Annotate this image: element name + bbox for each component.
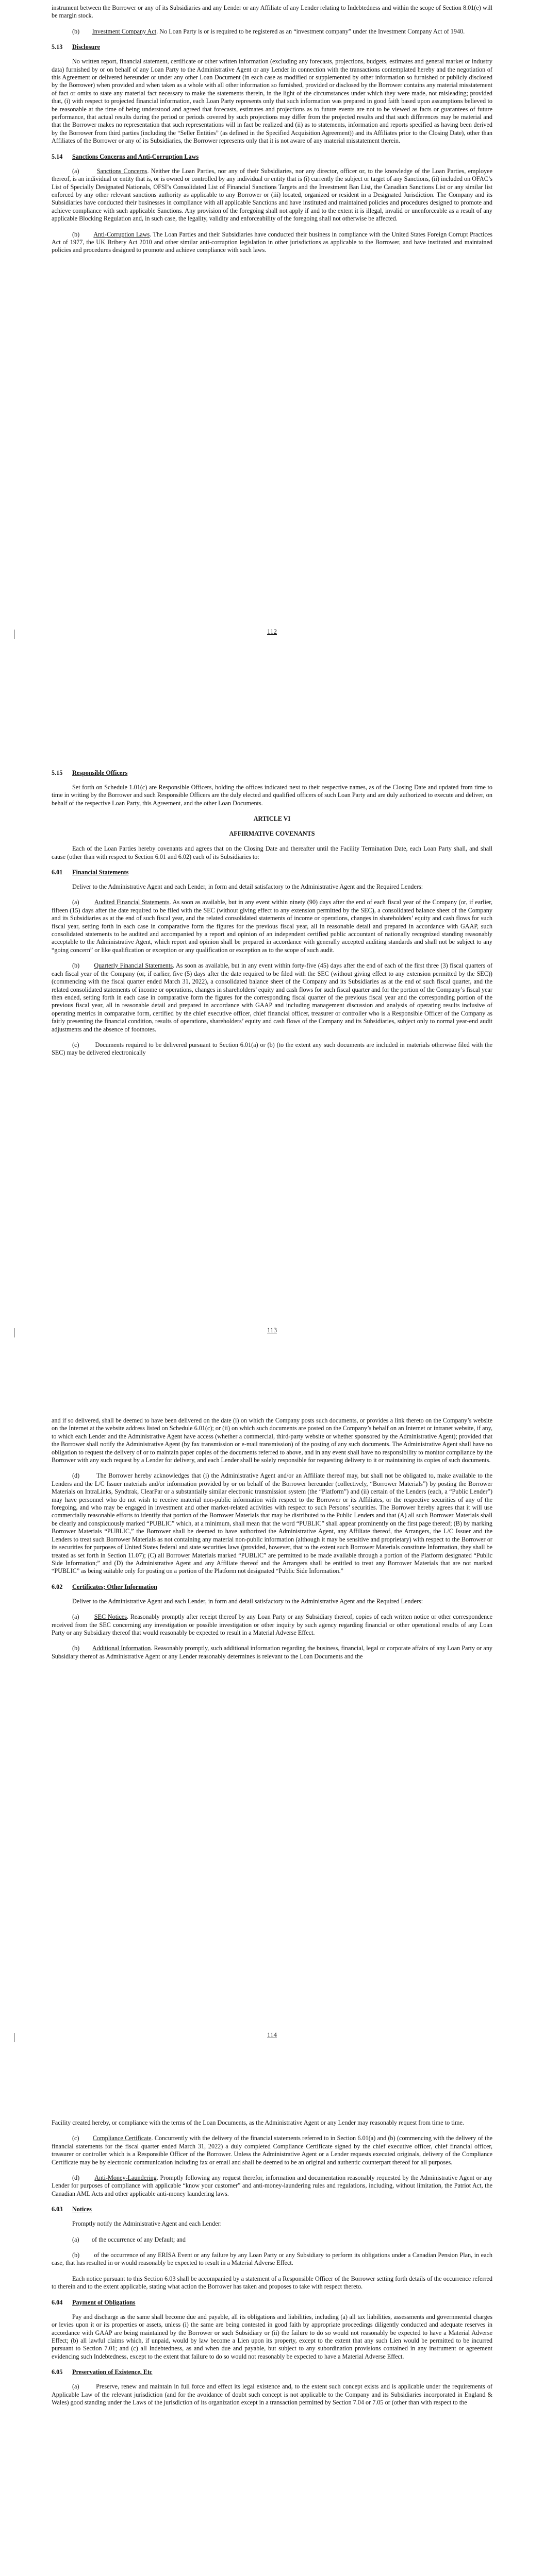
paragraph-compliance-certificate: (c) Compliance Certificate. Concurrently with the delivery of the financial statements referred to in Section 6.01(a) and (b) (commencing with the delivery of the financial statements for the fiscal quarter ended March 31, 2022) a duly completed Compliance Certificate signed by the chief executive officer, chief financial officer, treasurer or controller which is a Responsible Officer of the Borrower. Unless the Administrative Agent or a Lender requests executed originals, delivery of the Compliance Certificate may be by electronic communication including fax or email and shall be deemed to be an original and authentic counterpart thereof for all purposes. bbox=[52, 2134, 492, 2166]
page-number: 113 bbox=[267, 1326, 277, 1334]
section-heading-5-14: 5.14 Sanctions Concerns and Anti-Corruption Laws bbox=[52, 152, 199, 160]
paragraph-notice-erisa: (b) of the occurrence of any ERISA Event or any failure by any Loan Party or any Subsidiary to perform its obligations under a Canadian Pension Plan, in each case, that has resulted in or would reasonably be expected to result in a Material Adverse Effect. bbox=[52, 2251, 493, 2267]
page-content bbox=[52, 2119, 492, 2414]
paragraph: Facility created hereby, or compliance with the terms of the Loan Documents, as the Administrative Agent or any Lender may reasonably request from time to time. bbox=[52, 2119, 464, 2126]
section-heading-6-02: 6.02 Certificates; Other Information bbox=[52, 1583, 157, 1590]
page-content bbox=[52, 4, 492, 262]
page-115 bbox=[0, 2110, 544, 2576]
article-number: ARTICLE VI bbox=[253, 815, 291, 823]
section-heading-5-15: 5.15 Responsible Officers bbox=[52, 769, 128, 776]
section-heading-6-04: 6.04 Payment of Obligations bbox=[52, 2298, 136, 2306]
paragraph-documents: (c) Documents required to be delivered pursuant to Section 6.01(a) or (b) (to the extent any such documents are included in materials otherwise filed with the SEC) may be delivered electronically bbox=[52, 1041, 493, 1057]
subsection-title: Investment Company Act bbox=[92, 27, 157, 35]
paragraph-borrower-materials: (d) The Borrower hereby acknowledges that (i) the Administrative Agent and/or an Affiliate thereof may, but shall not be obligated to, make available to the Lenders and the L/C Issuer materials and/or information provided by or on behalf of the Borrower hereunder (collectively, “Borrower Materials”) by posting the Borrower Materials on IntraLinks, Syndtrak, ClearPar or a substantially similar electronic transmission system (the “Platform”) and (ii) certain of the Lenders (each, a “Public Lender”) may have personnel who do not wish to receive material non-public information with respect to the Borrower or its Affiliates, or the respective securities of any of the foregoing, and who may be engaged in investment and other market-related activities with respect to such Persons’ securities. The Borrower hereby agrees that it will use commercially reasonable efforts to identify that portion of the Borrower Materials that may be distributed to the Public Lenders and that (A) all such Borrower Materials shall be clearly and conspicuously marked “PUBLIC” which, at a minimum, shall mean that the word “PUBLIC” shall appear prominently on the first page thereof; (B) by marking Borrower Materials “PUBLIC,” the Borrower shall be deemed to have authorized the Administrative Agent, any Affiliate thereof, the Arrangers, the L/C Issuer and the Lenders to treat such Borrower Materials as not containing any material non-public information (although it may be sensitive and proprietary) with respect to the Borrower or its securities for purposes of United States federal and state securities laws (provided, however, that to the extent such Borrower Materials constitute Information, they shall be treated as set forth in Section 11.07); (C) all Borrower Materials marked “PUBLIC” are permitted to be made available through a portion of the Platform designated “Public Side Information;” and (D) the Administrative Agent and any Affiliate thereof and the Arrangers shall be entitled to treat any Borrower Materials that are not marked “PUBLIC” as being suitable only for posting on a portion of the Platform not designated “Public Side Information.” bbox=[52, 1472, 493, 1575]
section-heading-6-01: 6.01 Financial Statements bbox=[52, 869, 129, 876]
subsection-title: Anti-Money-Laundering bbox=[94, 2174, 157, 2182]
paragraph-additional-information: (b) Additional Information. Reasonably promptly, such additional information regarding the business, financial, legal or corporate affairs of any Loan Party or any Subsidiary thereof as Administrative Agent or any Lender reasonably determines is relevant to the Loan Documents and the bbox=[52, 1645, 493, 1660]
subsection-title: Additional Information bbox=[92, 1645, 151, 1652]
page-number: 114 bbox=[267, 2031, 277, 2039]
paragraph: Each notice pursuant to this Section 6.03 shall be accompanied by a statement of a Responsible Officer of the Borrower setting forth details of the occurrence referred to therein and to the extent applicable, stating what action the Borrower has taken and proposes to take with respect thereto. bbox=[52, 2275, 492, 2291]
paragraph-sanctions: (a) Sanctions Concerns. Neither the Loan Parties, nor any of their Subsidiaries, nor any director, officer or, to the knowledge of the Loan Parties, employee thereof, is an individual or entity that is, or is owned or controlled by any individual or entity that is (i) currently the subject or target of any Sanctions, (ii) included on OFAC’s List of Specially Designated Nationals, OFSI’s Consolidated List of Financial Sanctions Targets and the Investment Ban List, the Canadian Sanctions List or any similar list enforced by any other relevant sanctions authority as applicable to any Borrower or (iii) located, organized or resident in a Designated Jurisdiction. The Company and its Subsidiaries have conducted their businesses in compliance with all applicable Sanctions and have instituted and maintained policies and procedures designed to promote and achieve compliance with such applicable Sanctions. Any provision of the foregoing shall not apply if and to the extent it is illegal, invalid or unenforceable as a result of any applicable Blocking Regulation and, in such case, the legality, validity and enforceability of the foregoing shall not otherwise be affected. bbox=[52, 167, 492, 223]
page-content bbox=[52, 1417, 492, 1668]
paragraph-anti-money-laundering: (d) Anti-Money-Laundering. Promptly following any request therefor, information and documentation reasonably requested by the Administrative Agent or any Lender for purposes of compliance with applicable “know your customer” and anti-money-laundering rules and regulations, including, without limitation, the Patriot Act, the Canadian AML Acts and other applicable anti-money laundering laws. bbox=[52, 2174, 492, 2197]
page-112 bbox=[0, 0, 544, 703]
paragraph-audited-statements: (a) Audited Financial Statements. As soon as available, but in any event within ninety (90) days after the end of each fiscal year of the Company (or, if earlier, fifteen (15) days after the date required to be filed with the SEC (without giving effect to any extension permitted by the SEC), a consolidated balance sheet of the Company and its Subsidiaries as at the end of such fiscal year, and the related consolidated statements of income or operations, changes in shareholders’ equity and cash flows for such fiscal year, setting forth in each case in comparative form the figures for the previous fiscal year, all in reasonable detail and prepared in accordance with GAAP, such consolidated statements to be audited and accompanied by a report and opinion of an independent certified public accountant of nationally recognized standing reasonably acceptable to the Administrative Agent, which report and opinion shall be prepared in accordance with generally accepted auditing standards and shall not be subject to any “going concern” or like qualification or exception or any qualification or exception as to the scope of such audit. bbox=[52, 899, 492, 954]
paragraph-intro: Each of the Loan Parties hereby covenants and agrees that on the Closing Date and thereafter until the Facility Termination Date, each Loan Party shall, and shall cause (other than with respect to Section 6.01 and 6.02) each of its Subsidiaries to: bbox=[52, 845, 492, 860]
page-content bbox=[52, 769, 492, 1065]
paragraph: Deliver to the Administrative Agent and each Lender, in form and detail satisfactory to the Administrative Agent and the Required Lenders: bbox=[72, 1597, 423, 1605]
page-number: 112 bbox=[267, 628, 277, 635]
subsection-title: Sanctions Concerns bbox=[96, 167, 147, 175]
paragraph: and if so delivered, shall be deemed to have been delivered on the date (i) on which the Company posts such documents, or provides a link thereto on the Company’s website on the Internet at the website address listed on Schedule 6.01(c); or (ii) on which such documents are posted on the Company’s behalf on an Internet or intranet website, if any, to which each Lender and the Administrative Agent have access (whether a commercial, third-party website or whether sponsored by the Administrative Agent); provided that the Borrower shall notify the Administrative Agent (by fax transmission or e-mail transmission) of the posting of any such documents. The Administrative Agent shall have no obligation to request the delivery of or to maintain paper copies of the documents referred to above, and in any event shall have no responsibility to monitor compliance by the Borrower with any such request by a Lender for delivery, and each Lender shall be solely responsible for requesting delivery to it or maintaining its copies of such documents. bbox=[52, 1417, 492, 1464]
paragraph-investment-company-act: (b) Investment Company Act. No Loan Party is or is required to be registered as an “investment company” under the Investment Company Act of 1940. bbox=[72, 27, 465, 35]
paragraph-notice-default: (a) of the occurrence of any Default; and bbox=[72, 2235, 186, 2243]
subsection-title: Anti-Corruption Laws bbox=[93, 230, 150, 238]
paragraph-disclosure: No written report, financial statement, certificate or other written information (excluding any forecasts, projections, budgets, estimates and general market or industry data) furnished by or on behalf of any Loan Party to the Administrative Agent or any Lender in connection with the transactions contemplated hereby and the negotiation of this Agreement or delivered hereunder or under any other Loan Document (in each case as modified or supplemented by other information so furnished or publicly disclosed by the Borrower) when provided and when taken as a whole with all other information so furnished, provided or disclosed by the Borrower contains any material misstatement of fact or omits to state any material fact necessary to make the statements therein, in the light of the circumstances under which they were made, not misleading; provided that, (i) with respect to projected financial information, each Loan Party represents only that such information was prepared in good faith based upon assumptions believed to be reasonable at the time of being understood and agreed that forecasts, estimates and projections as to future events are not to be viewed as facts or guarantees of future performance, that actual results during the period or periods covered by such projections may differ from the projected results and that such differences may be material and that the Borrower makes no representation that such representations will in fact be realized and (ii) as to statements, information and reports specified as having been derived by the Borrower from third parties (including the “Seller Entities” (as defined in the Specified Acquisition Agreement)) and its Affiliates prior to the Closing Date), other than Affiliates of the Borrower or any of its Subsidiaries, the Borrower represents only that it is not aware of any material misstatement therein. bbox=[52, 58, 492, 145]
paragraph-sec-notices: (a) SEC Notices. Reasonably promptly after receipt thereof by any Loan Party or any Subsidiary thereof, copies of each written notice or other correspondence received from the SEC concerning any investigation or possible investigation or other inquiry by such agency regarding financial or other operational results of any Loan Party or any Subsidiary thereof that would reasonably be expected to result in a Material Adverse Effect. bbox=[52, 1613, 492, 1636]
subsection-title: Compliance Certificate bbox=[92, 2134, 152, 2142]
paragraph-preservation: (a) Preserve, renew and maintain in full force and effect its legal existence and, to the extent such concept exists and is applicable under the requirements of Applicable Law of the relevant jurisdiction (and for the avoidance of doubt such concept is not applicable to the Company and its Subsidiaries incorporated in England & Wales) good standing under the Laws of the jurisdiction of its organization except in a transaction permitted by Section 7.04 or 7.05 or (other than with respect to the bbox=[52, 2383, 493, 2406]
subsection-title: SEC Notices bbox=[94, 1613, 127, 1621]
paragraph: Promptly notify the Administrative Agent and each Lender: bbox=[72, 2220, 222, 2228]
paragraph-quarterly-statements: (b) Quarterly Financial Statements. As soon as available, but in any event within forty-five (45) days after the end of each of the first three (3) fiscal quarters of each fiscal year of the Company (or, if earlier, five (5) days after the date required to be filed with the SEC (without giving effect to any extension permitted by the SEC)) (commencing with the fiscal quarter ended March 31, 2022), a consolidated balance sheet of the Company and its Subsidiaries as at the end of such fiscal quarter, and the related consolidated statements of income or operations, changes in shareholders’ equity and cash flows for such fiscal quarter and for the portion of the Company’s fiscal year then ended, setting forth in each case in comparative form the figures for the corresponding fiscal quarter of the previous fiscal year and the corresponding portion of the previous fiscal year, all in reasonable detail and prepared in accordance with GAAP and including management discussion and analysis of operating results inclusive of operating metrics in comparative form, certified by the chief executive officer, chief financial officer, treasurer or controller who is a Responsible Officer of the Company as fairly presenting the financial condition, results of operations, shareholders’ equity and cash flows of the Company and its Subsidiaries, subject only to normal year-end audit adjustments and the absence of footnotes. bbox=[52, 962, 493, 1033]
paragraph-payment-obligations: Pay and discharge as the same shall become due and payable, all its obligations and liabilities, including (a) all tax liabilities, assessments and governmental charges or levies upon it or its properties or assets, unless (i) the same are being contested in good faith by appropriate proceedings diligently conducted and adequate reserves in accordance with GAAP are being maintained by the Borrower or such Subsidiary or (ii) the failure to do so would not reasonably be expected to have a Material Adverse Effect; (b) all lawful claims which, if unpaid, would by law become a Lien upon its property, except to the extent that any such Lien would be permitted to be incurred pursuant to Section 7.01; and (c) all Indebtedness, as and when due and payable, but subject to any subordination provisions contained in any instrument or agreement evidencing such Indebtedness, except to the extent that failure to do so would not reasonably be expected to have a Material Adverse Effect. bbox=[52, 2313, 492, 2360]
subsection-title: Quarterly Financial Statements bbox=[94, 962, 173, 970]
page-114 bbox=[0, 1406, 544, 2110]
section-heading-6-03: 6.03 Notices bbox=[52, 2206, 92, 2213]
paragraph: Deliver to the Administrative Agent and each Lender, in form and detail satisfactory to the Administrative Agent and the Required Lenders: bbox=[72, 883, 423, 891]
section-heading-5-13: 5.13 Disclosure bbox=[52, 43, 100, 51]
page-113 bbox=[0, 703, 544, 1406]
paragraph-anti-corruption: (b) Anti-Corruption Laws. The Loan Parties and their Subsidiaries have conducted their business in compliance with the United States Foreign Corrupt Practices Act of 1977, the UK Bribery Act 2010 and other similar anti-corruption legislation in other jurisdictions as applicable to the Borrower, and have instituted and maintained policies and procedures designed to promote and achieve compliance with such laws. bbox=[52, 230, 492, 254]
paragraph: instrument between the Borrower or any of its Subsidiaries and any Lender or any Affiliate of any Lender relating to Indebtedness and within the scope of Section 8.01(e) will be margin stock. bbox=[52, 4, 492, 20]
section-heading-6-05: 6.05 Preservation of Existence, Etc bbox=[52, 2368, 153, 2376]
subsection-title: Audited Financial Statements bbox=[94, 899, 170, 906]
paragraph-responsible-officers: Set forth on Schedule 1.01(c) are Responsible Officers, holding the offices indicated next to their respective names, as of the Closing Date and updated from time to time in writing by the Borrower and such Responsible Officers are the duly elected and qualified officers of such Loan Party and are duly authorized to execute and deliver, on behalf of the respective Loan Party, this Agreement, and the other Loan Documents. bbox=[52, 784, 492, 807]
article-title: AFFIRMATIVE COVENANTS bbox=[229, 830, 315, 838]
